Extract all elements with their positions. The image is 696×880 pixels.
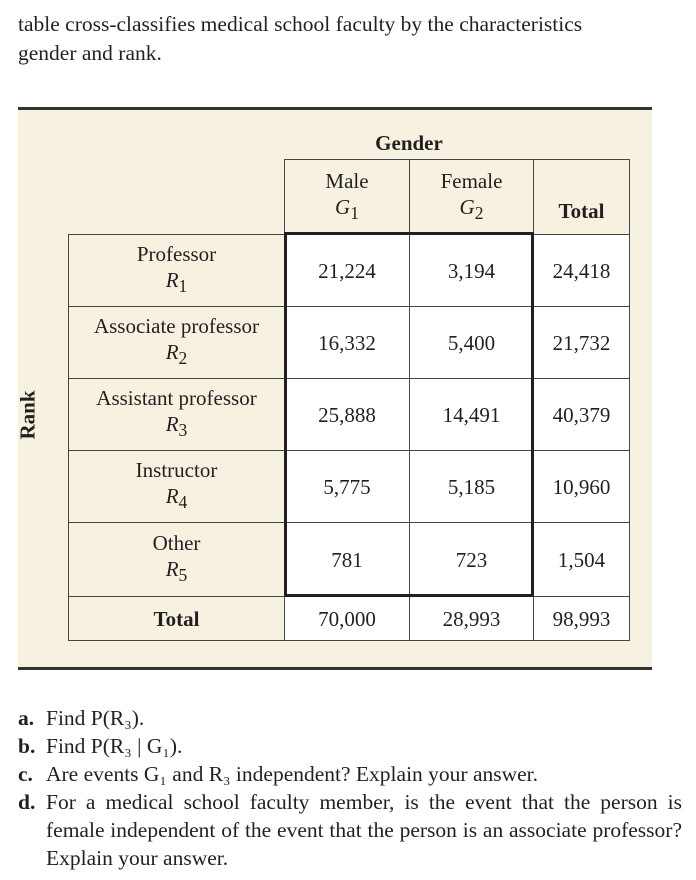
- question-d: d. For a medical school faculty member, is the event that the person is female independent of the event that the person is an associate professor? Explain your answer.: [18, 790, 682, 870]
- table-cell: 24,418: [533, 234, 630, 307]
- question-b: b. Find P(R₃ | G₁).: [18, 734, 183, 758]
- row-label-instructor: Instructor $R_4$: [68, 450, 285, 523]
- rank-header: Rank: [15, 390, 40, 440]
- male-label: Male: [325, 168, 369, 193]
- row-label-assistant-professor: Assistant professor $R_3$: [68, 378, 285, 451]
- row-label-total: Total: [68, 596, 285, 641]
- row-label-associate-professor: Associate professor $R_2$: [68, 306, 285, 379]
- male-var: $G_1$: [335, 194, 359, 224]
- row-label-other: Other $R_5$: [68, 522, 285, 597]
- question-c: c. Are events G₁ and R₃ independent? Explain your answer.: [18, 762, 539, 786]
- female-var: $G_2$: [459, 194, 484, 224]
- column-header-total: Total: [533, 159, 630, 235]
- table-cell: 781: [284, 522, 410, 597]
- table-cell: 28,993: [409, 596, 534, 641]
- intro-line-2: gender and rank.: [18, 41, 162, 65]
- table-cell: 25,888: [284, 378, 410, 451]
- column-header-male: [284, 159, 410, 235]
- table-cell: 1,504: [533, 522, 630, 597]
- table-cell: 21,224: [284, 234, 410, 307]
- row-label-professor: Professor $R_1$: [68, 234, 285, 307]
- table-cell: 10,960: [533, 450, 630, 523]
- question-a: a. Find P(R₃).: [18, 706, 145, 730]
- intro-line-1: table cross-classifies medical school faculty by the characteristics: [18, 12, 583, 36]
- intro-paragraph: [18, 10, 682, 68]
- table-cell: 40,379: [533, 378, 630, 451]
- table-cell: 5,400: [409, 306, 534, 379]
- table-cell: 16,332: [284, 306, 410, 379]
- table-cell: 70,000: [284, 596, 410, 641]
- table-cell: 5,775: [284, 450, 410, 523]
- table-cell: 14,491: [409, 378, 534, 451]
- gender-header: Gender: [375, 131, 443, 155]
- table-cell: 723: [409, 522, 534, 597]
- table-cell: 21,732: [533, 306, 630, 379]
- column-header-female: [409, 159, 534, 235]
- exercise-questions: [18, 704, 682, 872]
- table-cell: 5,185: [409, 450, 534, 523]
- female-label: Female: [440, 168, 503, 193]
- table-cell: 3,194: [409, 234, 534, 307]
- table-cell: 98,993: [533, 596, 630, 641]
